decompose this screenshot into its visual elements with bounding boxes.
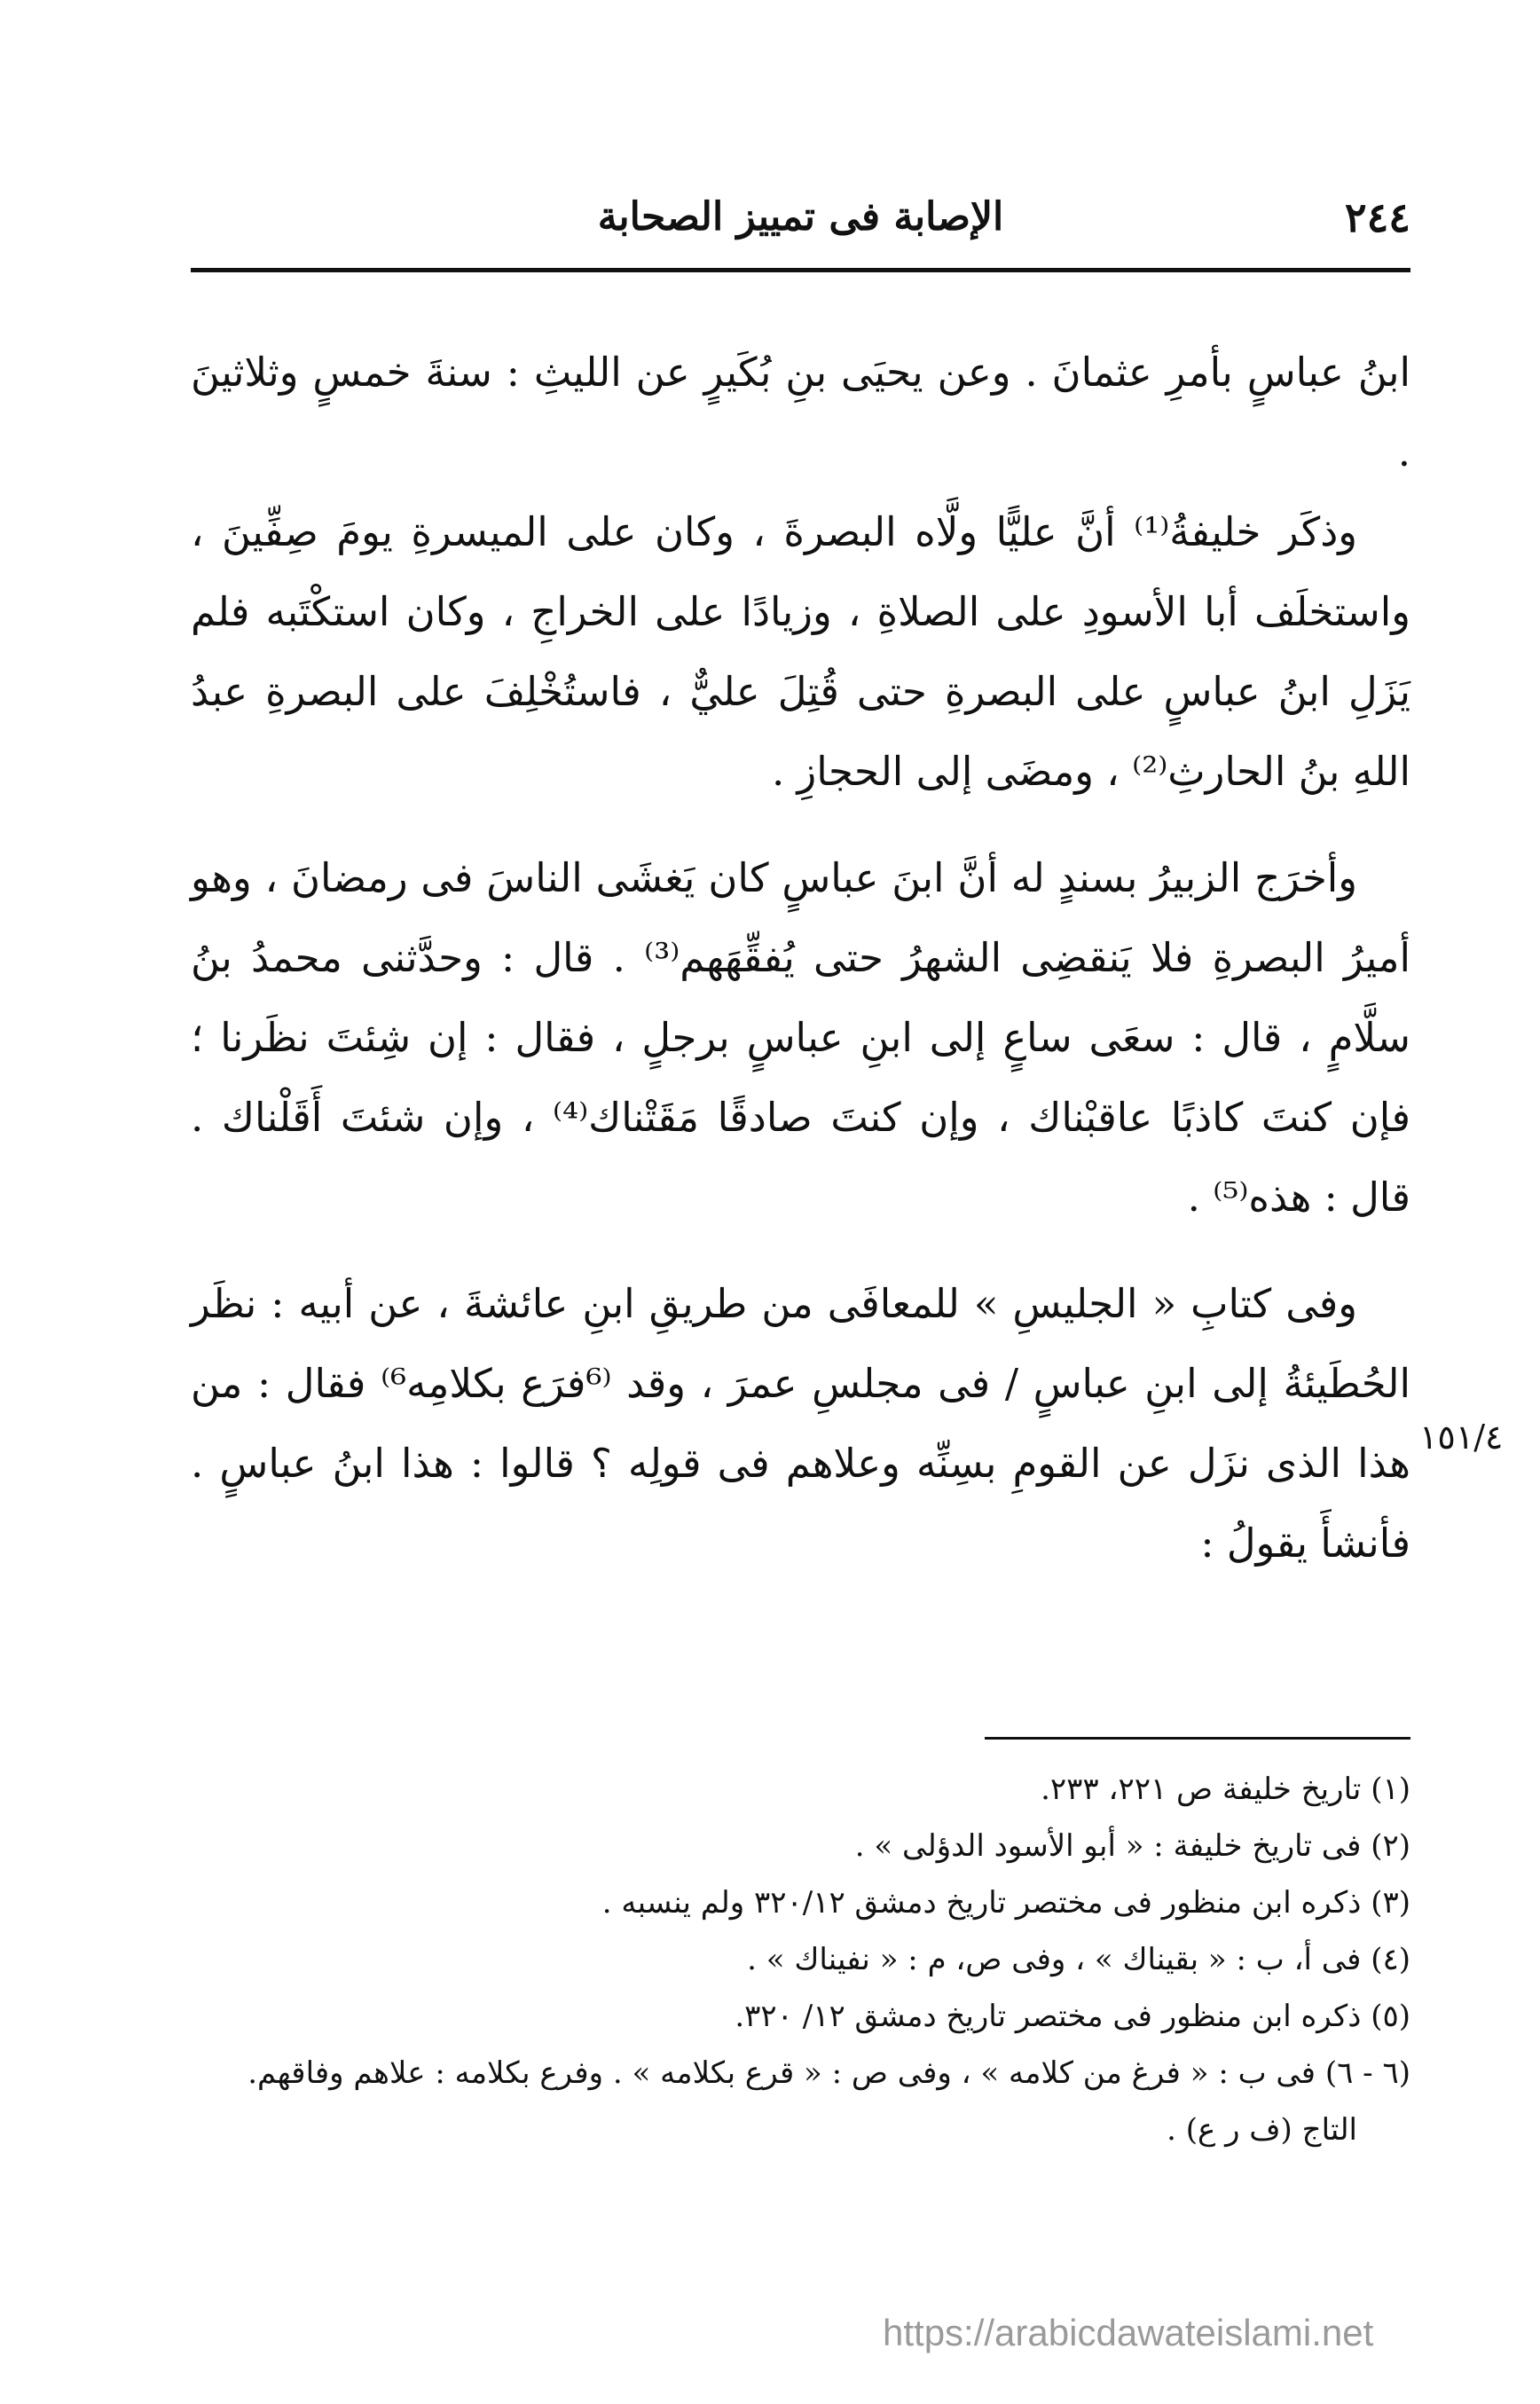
- footnote-1: (١) تاريخ خليفة ص ٢٢١، ٢٣٣.: [1041, 1772, 1410, 1807]
- watermark-url: https://arabicdawateislami.net: [883, 2312, 1374, 2353]
- footnote-2: (٢) فى تاريخ خليفة : « أبو الأسود الدؤلى » .: [854, 1828, 1410, 1864]
- page-number: ٢٤٤: [1344, 193, 1410, 241]
- page-header: [191, 191, 1410, 244]
- footnote-6-continuation: التاج (ف ر ع) .: [1167, 2112, 1357, 2148]
- paragraph-1: ابنُ عباسٍ بأمرِ عثمانَ . وعن يحيَى بنِ بُكَيرٍ عن الليثِ : سنةَ خمسٍ وثلاثينَ .: [191, 349, 1410, 475]
- footnotes: [191, 1761, 1410, 2158]
- running-title: الإصابة فى تمييز الصحابة: [597, 194, 1004, 240]
- footnote-5: (٥) ذكره ابن منظور فى مختصر تاريخ دمشق ١٢/ ٣٢٠.: [735, 1999, 1410, 2034]
- paragraph-3: وأخرَج الزبيرُ بسندٍ له أنَّ ابنَ عباسٍ كان يَغشَى الناسَ فى رمضانَ ، وهو أميرُ البصرةِ فلا يَنقضِى الشهرُ حتى يُفقِّهَهم⁽³⁾ . قال : وحدَّثنى محمدُ بنُ سلَّامٍ ، قال : سعَى ساعٍ إلى ابنِ عباسٍ برجلٍ ، فقال : إن شِئتَ نظَرنا ؛ فإن كنتَ كاذبًا عاقبْناك ، وإن كنتَ صادقًا مَقَتْناك⁽⁴⁾ ، وإن شئتَ أَقَلْناك . قال : هذه⁽⁵⁾ .: [191, 854, 1410, 1221]
- paragraph-4: وفى كتابِ « الجليسِ » للمعافَى من طريقِ ابنِ عائشةَ ، عن أبيه : نظَر الحُطَيئةُ إلى ابنِ عباسٍ / فى مجلسِ عمرَ ، وقد ⁽⁶فرَع بكلامِه⁶⁾ فقال : من هذا الذى نزَل عن القومِ بسِنِّه وعلاهم فى قولِه ؟ قالوا : هذا ابنُ عباسٍ . فأنشأَ يقولُ :: [191, 1280, 1411, 1567]
- footnote-3: (٣) ذكره ابن منظور فى مختصر تاريخ دمشق ٣٢٠/١٢ ولم ينسبه .: [601, 1885, 1410, 1921]
- footnote-6: (٦ - ٦) فى ب : « فرغ من كلامه » ، وفى ص : « قرع بكلامه » . وفرع بكلامه : علاهم وفاقهم.: [248, 2055, 1410, 2091]
- footnote-4: (٤) فى أ، ب : « بقيناك » ، وفى ص، م : « نفيناك » .: [747, 1942, 1410, 1977]
- footnote-rule: [985, 1737, 1410, 1740]
- main-text: [191, 333, 1410, 1583]
- manuscript-margin-reference: ١٥١/٤: [1419, 1418, 1504, 1457]
- paragraph-2: وذكَر خليفةُ⁽¹⁾ أنَّ عليًّا ولَّاه البصرةَ ، وكان على الميسرةِ يومَ صِفِّينَ ، واستخلَف أبا الأسودِ على الصلاةِ ، وزيادًا على الخراجِ ، وكان استكْتَبه فلم يَزَلِ ابنُ عباسٍ على البصرةِ حتى قُتِلَ عليٌّ ، فاستُخْلِفَ على البصرةِ عبدُ اللهِ بنُ الحارثِ⁽²⁾ ، ومضَى إلى الحجازِ .: [191, 508, 1410, 795]
- header-rule: [191, 268, 1410, 272]
